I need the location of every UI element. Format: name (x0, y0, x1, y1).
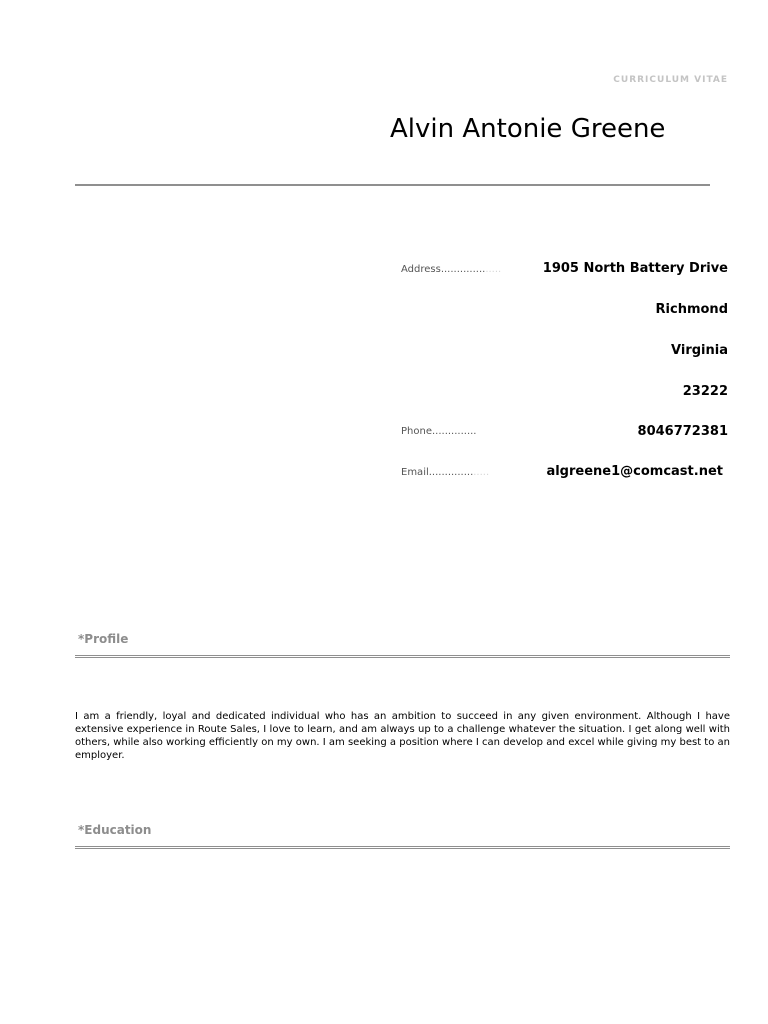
address-line1: 1905 North Battery Drive (542, 261, 728, 276)
education-section-title: *Education (78, 823, 152, 837)
email-label-faint-dots: ..... (473, 467, 490, 478)
name-divider (75, 184, 710, 186)
education-section-divider (75, 846, 730, 849)
email-label-text: Email.............. (401, 467, 474, 478)
email-value: algreene1@comcast.net (546, 464, 723, 479)
profile-section-title: *Profile (78, 632, 129, 646)
address-city: Richmond (655, 302, 728, 317)
address-label (401, 264, 501, 275)
phone-value: 8046772381 (637, 424, 728, 439)
address-label-faint-dots: ..... (485, 264, 502, 275)
curriculum-vitae-label: CURRICULUM VITAE (613, 75, 728, 85)
phone-label: Phone.............. (401, 426, 477, 437)
address-label-text: Address.............. (401, 264, 486, 275)
candidate-name: Alvin Antonie Greene (390, 114, 666, 144)
profile-text: I am a friendly, loyal and dedicated individual who has an ambition to succeed in any given environment. Although I have extensive experience in Route Sales, I love to learn, and am always up to a challenge whatever the situation. I get along well with others, while also working efficiently on my own. I am seeking a position where I can develop and excel while giving my best to an employer. (75, 711, 730, 761)
profile-section-divider (75, 655, 730, 658)
address-zip: 23222 (682, 384, 728, 399)
email-label (401, 467, 489, 478)
address-state: Virginia (671, 343, 728, 358)
